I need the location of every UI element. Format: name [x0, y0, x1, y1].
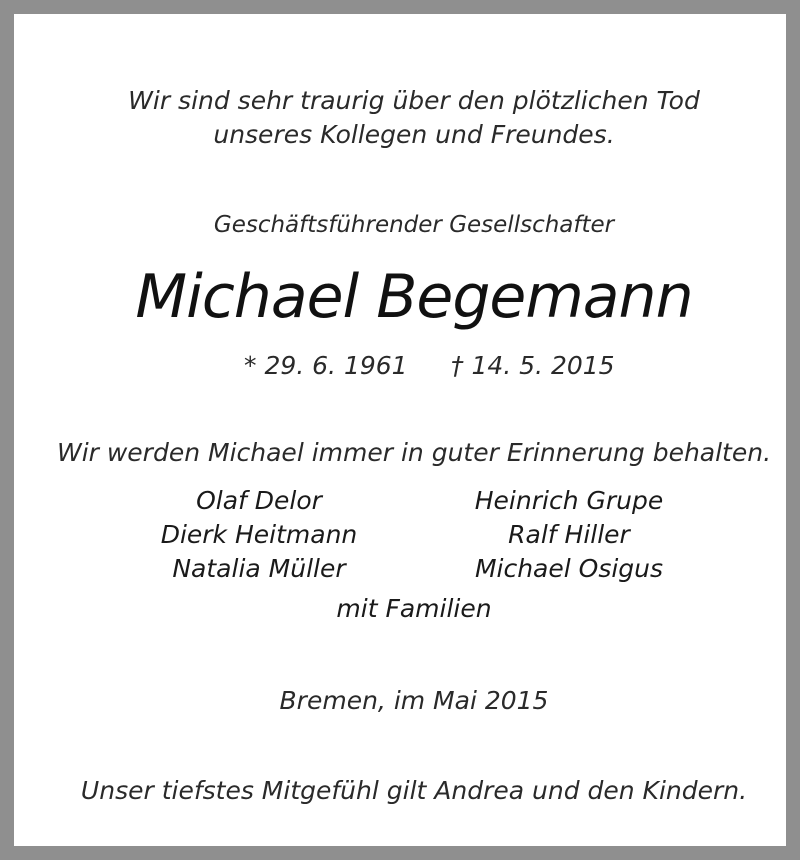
birth-date: * 29. 6. 1961: [244, 351, 408, 380]
deceased-name: Michael Begemann: [135, 262, 693, 332]
death-date: † 14. 5. 2015: [451, 351, 615, 380]
intro-line-2: unseres Kollegen und Freundes.: [213, 120, 615, 149]
remembrance-text: Wir werden Michael immer in guter Erinnerung behalten.: [56, 438, 772, 467]
signers-right-column: [454, 484, 684, 586]
signer-name: Natalia Müller: [172, 554, 346, 583]
signer-name: Olaf Delor: [196, 486, 322, 515]
signer-name: Ralf Hiller: [508, 520, 630, 549]
role-title: Geschäftsführender Gesellschafter: [213, 212, 615, 238]
place-and-date: Bremen, im Mai 2015: [279, 686, 549, 715]
families-note: mit Familien: [336, 594, 492, 623]
signers-list: [14, 484, 800, 586]
intro-line-1: Wir sind sehr traurig über den plötzlichen Tod: [128, 86, 700, 115]
signers-left-column: [144, 484, 374, 586]
signer-name: Dierk Heitmann: [160, 520, 358, 549]
condolence-text: Unser tiefstes Mitgefühl gilt Andrea und den Kindern.: [80, 776, 748, 805]
signer-name: Michael Osigus: [474, 554, 664, 583]
signer-name: Heinrich Grupe: [474, 486, 664, 515]
